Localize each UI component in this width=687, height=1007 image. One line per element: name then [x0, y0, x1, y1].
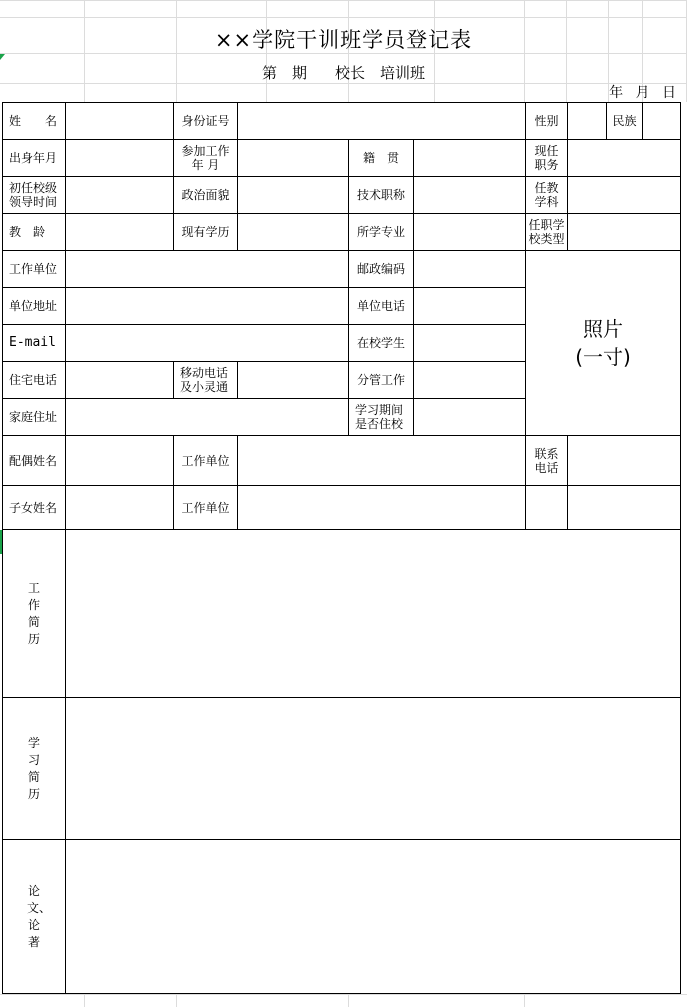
label-name: 姓 名	[2, 102, 66, 140]
label-child-unit: 工作单位	[173, 485, 238, 530]
label-boarding: 学习期间是否住校	[348, 398, 414, 436]
label-major: 所学专业	[348, 213, 414, 251]
papers-field[interactable]	[65, 839, 681, 994]
label-postcode: 邮政编码	[348, 250, 414, 288]
contact-phone-field[interactable]	[567, 435, 681, 486]
major-field[interactable]	[413, 213, 526, 251]
tech-title-field[interactable]	[413, 176, 526, 214]
study-history-field[interactable]	[65, 697, 681, 840]
label-contact-phone: 联系电话	[525, 435, 568, 486]
label-political-status: 政治面貌	[173, 176, 238, 214]
label-id-number: 身份证号	[173, 102, 238, 140]
label-email: E-mail	[2, 324, 66, 362]
education-field[interactable]	[237, 213, 349, 251]
term-label: 第 期	[261, 64, 307, 82]
label-work-unit: 工作单位	[2, 250, 66, 288]
ethnicity-field[interactable]	[642, 102, 681, 140]
spouse-name-field[interactable]	[65, 435, 174, 486]
work-history-field[interactable]	[65, 529, 681, 698]
email-field[interactable]	[65, 324, 349, 362]
label-unit-address: 单位地址	[2, 287, 66, 325]
date-line: 年 月 日	[609, 85, 680, 101]
label-spouse-unit: 工作单位	[173, 435, 238, 486]
label-ethnicity: 民族	[606, 102, 643, 140]
child-phone-field[interactable]	[567, 485, 681, 530]
label-tech-title: 技术职称	[348, 176, 414, 214]
work-unit-field[interactable]	[65, 250, 349, 288]
course-label: 校长 培训班	[335, 64, 426, 82]
gender-field[interactable]	[567, 102, 607, 140]
first-leader-time-field[interactable]	[65, 176, 174, 214]
label-students: 在校学生	[348, 324, 414, 362]
form-subtitle	[0, 62, 687, 84]
label-spouse-name: 配偶姓名	[2, 435, 66, 486]
child-extra-cell[interactable]	[525, 485, 568, 530]
label-home-address: 家庭住址	[2, 398, 66, 436]
school-type-field[interactable]	[567, 213, 681, 251]
label-school-type: 任职学校类型	[525, 213, 568, 251]
political-status-field[interactable]	[237, 176, 349, 214]
boarding-field[interactable]	[413, 398, 526, 436]
label-work-history: 工作简历	[2, 529, 66, 698]
child-unit-field[interactable]	[237, 485, 526, 530]
form-title: ××学院干训班学员登记表	[214, 28, 473, 52]
label-native-place: 籍 贯	[348, 139, 414, 177]
responsibility-field[interactable]	[413, 361, 526, 399]
unit-address-field[interactable]	[65, 287, 349, 325]
postcode-field[interactable]	[413, 250, 526, 288]
label-child-name: 子女姓名	[2, 485, 66, 530]
label-mobile: 移动电话及小灵通	[173, 361, 238, 399]
label-gender: 性别	[525, 102, 568, 140]
name-field[interactable]	[65, 102, 174, 140]
label-join-work: 参加工作年 月	[173, 139, 238, 177]
unit-phone-field[interactable]	[413, 287, 526, 325]
spouse-unit-field[interactable]	[237, 435, 526, 486]
label-unit-phone: 单位电话	[348, 287, 414, 325]
photo-label: 照片	[583, 317, 623, 341]
label-home-phone: 住宅电话	[2, 361, 66, 399]
child-name-field[interactable]	[65, 485, 174, 530]
label-current-position: 现任职务	[525, 139, 568, 177]
mobile-field[interactable]	[237, 361, 349, 399]
home-phone-field[interactable]	[65, 361, 174, 399]
photo-box[interactable]	[525, 250, 681, 436]
label-teaching-years: 教 龄	[2, 213, 66, 251]
label-teaching-subject: 任教学科	[525, 176, 568, 214]
cell-marker	[0, 54, 5, 60]
teaching-years-field[interactable]	[65, 213, 174, 251]
label-education: 现有学历	[173, 213, 238, 251]
label-birth: 出身年月	[2, 139, 66, 177]
label-first-leader-time: 初任校级领导时间	[2, 176, 66, 214]
home-address-field[interactable]	[65, 398, 349, 436]
label-papers: 论文、论著	[2, 839, 66, 994]
join-work-field[interactable]	[237, 139, 349, 177]
teaching-subject-field[interactable]	[567, 176, 681, 214]
label-responsibility: 分管工作	[348, 361, 414, 399]
id-number-field[interactable]	[237, 102, 526, 140]
students-field[interactable]	[413, 324, 526, 362]
label-study-history: 学习简历	[2, 697, 66, 840]
native-place-field[interactable]	[413, 139, 526, 177]
current-position-field[interactable]	[567, 139, 681, 177]
birth-field[interactable]	[65, 139, 174, 177]
photo-size-label: (一寸)	[575, 345, 631, 369]
